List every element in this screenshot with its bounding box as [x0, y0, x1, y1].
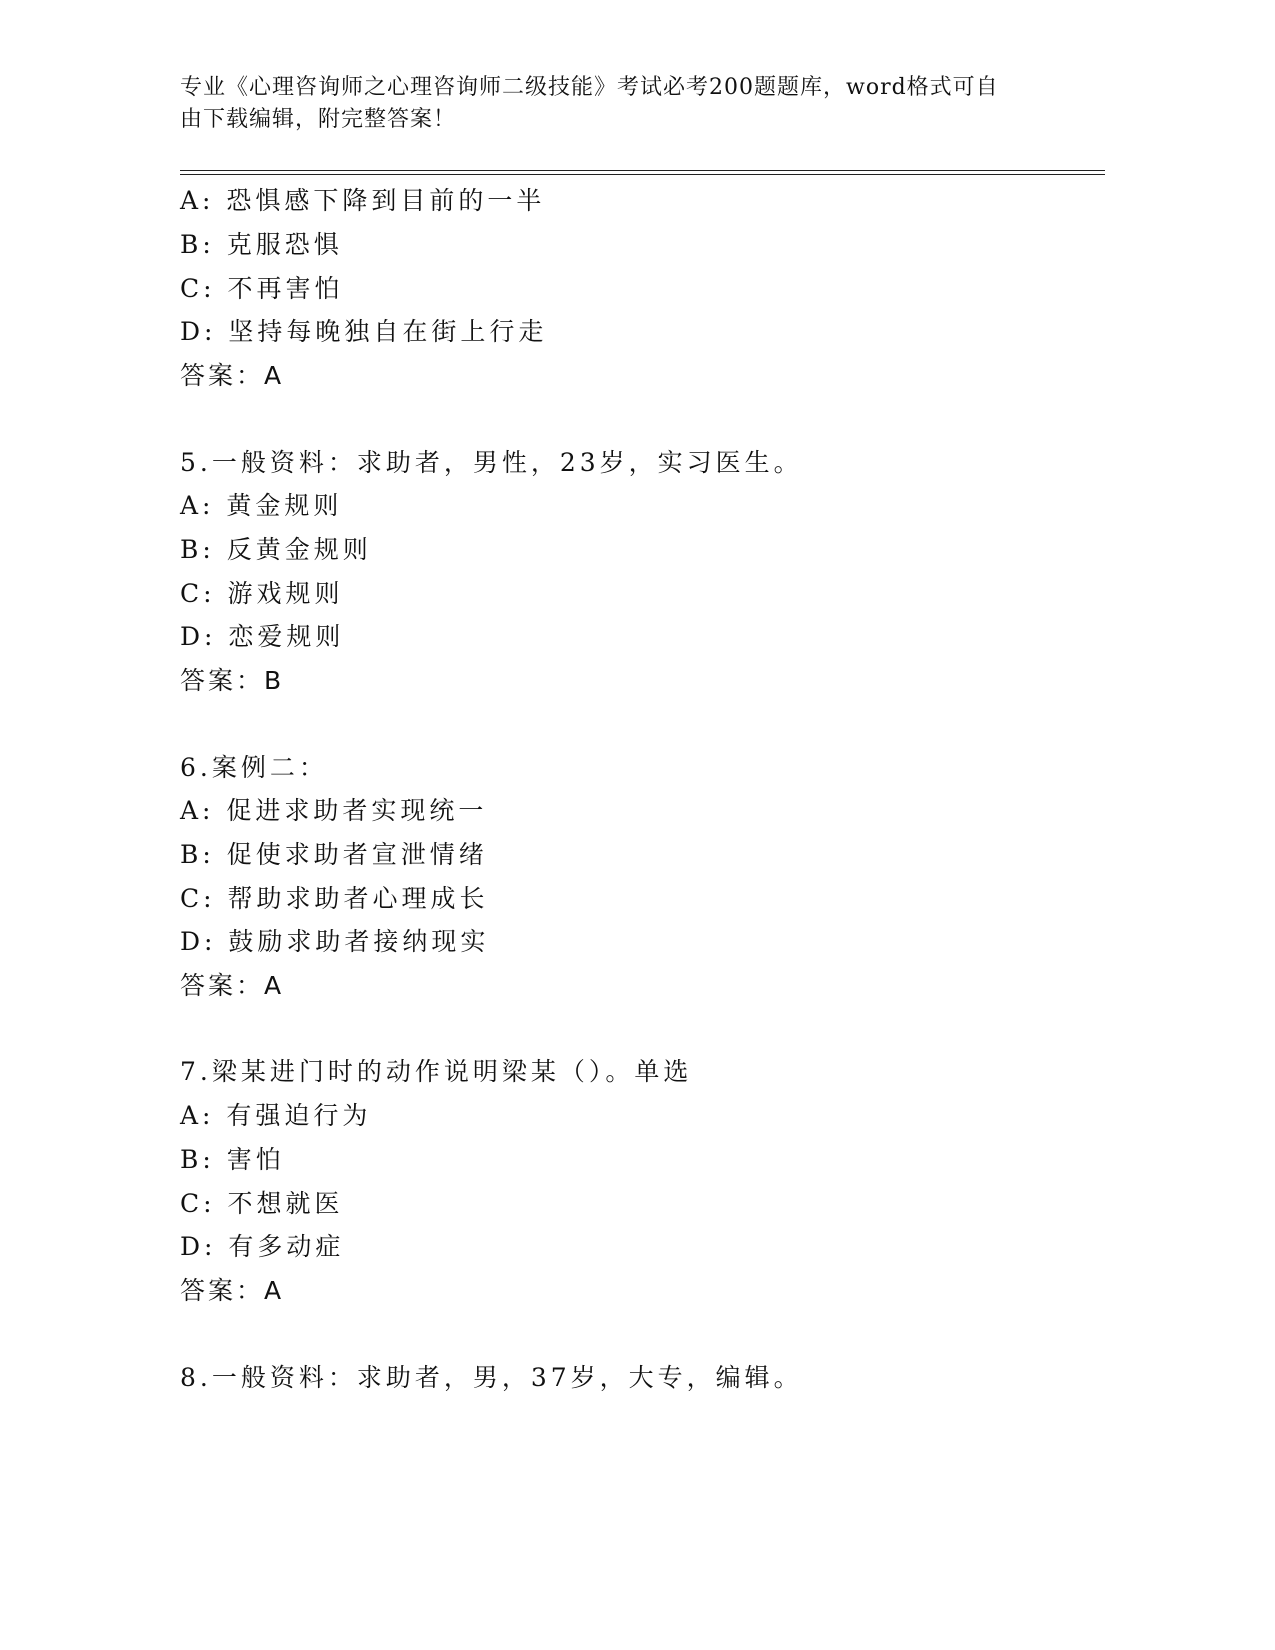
q5-stem: 5.一般资料：求助者，男性，23岁，实习医生。	[180, 448, 803, 477]
header-divider-bottom	[180, 174, 1105, 175]
q6-stem: 6.案例二：	[180, 753, 328, 782]
q4-option-d: D: 坚持每晚独自在街上行走	[180, 317, 548, 346]
q6-option-b: B: 促使求助者宣泄情绪	[180, 840, 488, 869]
q7-option-c: C: 不想就医	[180, 1189, 344, 1218]
q4-option-a: A: 恐惧感下降到目前的一半	[180, 186, 546, 215]
header-divider-top	[180, 170, 1105, 171]
q7-option-d: D: 有多动症	[180, 1232, 345, 1261]
q7-stem: 7.梁某进门时的动作说明梁某（）。单选	[180, 1057, 693, 1086]
q6-answer: 答案：A	[180, 971, 285, 1000]
q6-option-a: A: 促进求助者实现统一	[180, 796, 488, 825]
q5-option-b: B: 反黄金规则	[180, 535, 372, 564]
q5-option-a: A: 黄金规则	[180, 491, 343, 520]
q5-option-d: D: 恋爱规则	[180, 622, 345, 651]
q7-option-b: B: 害怕	[180, 1145, 285, 1174]
q4-answer: 答案：A	[180, 361, 285, 390]
header-line-2: 由下载编辑，附完整答案！	[180, 107, 457, 132]
q7-answer: 答案：A	[180, 1276, 285, 1305]
q5-option-c: C: 游戏规则	[180, 579, 344, 608]
q4-option-b: B: 克服恐惧	[180, 230, 343, 259]
q6-option-d: D: 鼓励求助者接纳现实	[180, 927, 490, 956]
q8-stem: 8.一般资料：求助者，男，37岁，大专，编辑。	[180, 1363, 803, 1392]
q4-option-c: C: 不再害怕	[180, 274, 344, 303]
q6-option-c: C: 帮助求助者心理成长	[180, 884, 489, 913]
header-line-1: 专业《心理咨询师之心理咨询师二级技能》考试必考200题题库，word格式可自	[180, 75, 999, 100]
document-header	[180, 72, 1080, 136]
q7-option-a: A: 有强迫行为	[180, 1101, 372, 1130]
q5-answer: 答案：B	[180, 666, 285, 695]
